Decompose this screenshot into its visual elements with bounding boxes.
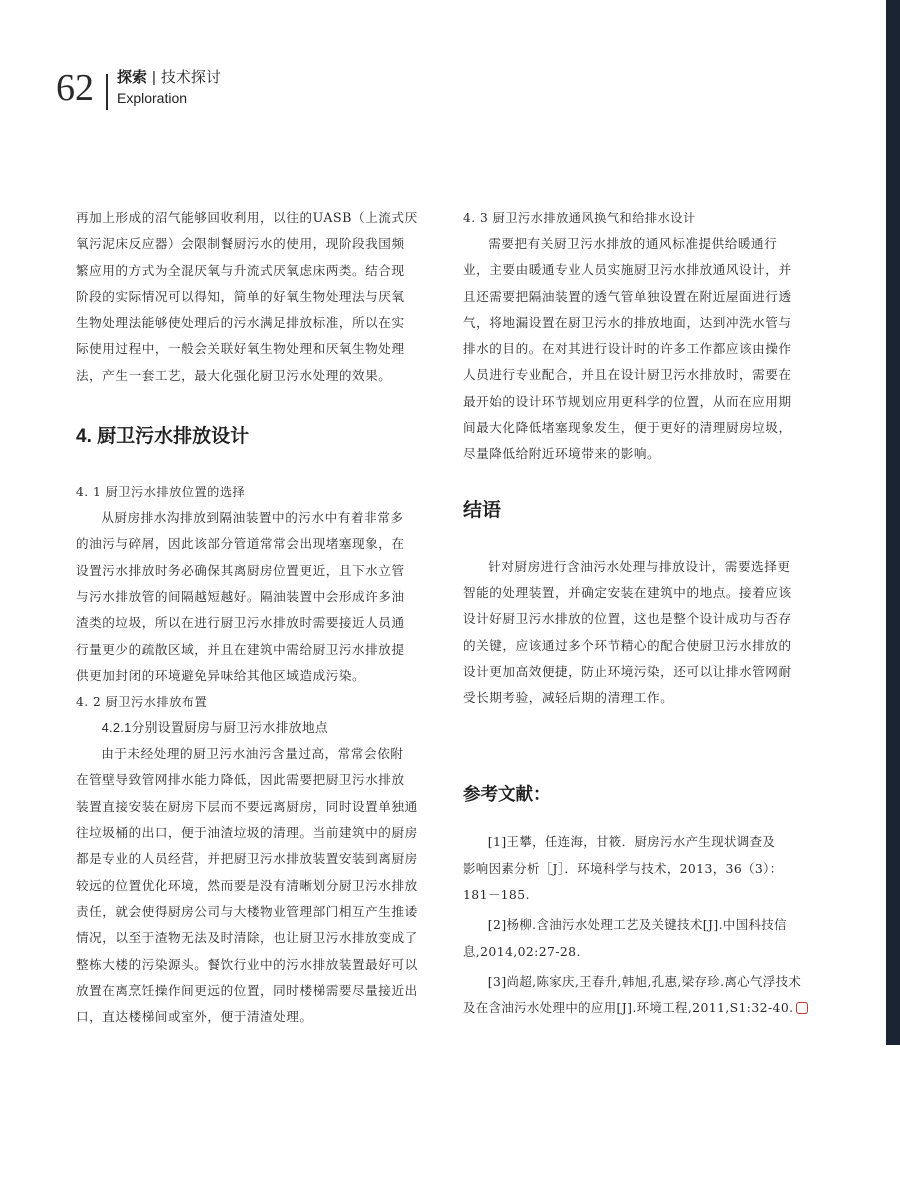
reference-line: [1]王攀，任连海，甘筱．厨房污水产生现状调查及: [487, 834, 776, 850]
intro-paragraph: [76, 205, 438, 389]
text-line: 的油污与碎屑，因此该部分管道常常会出现堵塞现象，在: [76, 536, 405, 552]
header-cn: [117, 68, 221, 88]
text-line: 放置在离烹饪操作间更远的位置，同时楼梯需要尽量接近出: [76, 982, 418, 998]
page-edge-bar: [886, 0, 900, 1045]
page-number: 62: [56, 67, 94, 109]
text-line: 与污水排放管的间隔越短越好。隔油装置中会形成许多油: [76, 588, 405, 604]
text-line: 责任，就会使得厨房公司与大楼物业管理部门相互产生推诿: [76, 903, 418, 919]
text-line: 渣类的垃圾，所以在进行厨卫污水排放时需要接近人员通: [76, 615, 405, 631]
conclusion-heading: 结语: [463, 499, 502, 521]
text-line: 口，直达楼梯间或室外，便于清渣处理。: [76, 1009, 313, 1025]
text-line: 装置直接安装在厨房下层而不要远离厨房，同时设置单独通: [76, 798, 418, 814]
text-line: 设计好厨卫污水排放的位置，这也是整个设计成功与否存: [463, 611, 792, 627]
header-text: [117, 68, 221, 108]
text-line: 生物处理法能够使处理后的污水满足排放标准，所以在实: [76, 315, 405, 331]
text-line: 且还需要把隔油装置的透气管单独设置在附近屋面进行透: [463, 288, 792, 304]
text-line: 设计更加高效便捷，防止环境污染，还可以让排水管网耐: [463, 663, 792, 679]
header-category: 技术探讨: [160, 69, 221, 86]
section-heading-4: 4. 厨卫污水排放设计: [76, 426, 250, 448]
text-line: 的关键，应该通过多个环节精心的配合使厨卫污水排放的: [463, 637, 792, 653]
references-heading: 参考文献：: [463, 784, 551, 805]
text-line: 法，产生一套工艺，最大化强化厨卫污水处理的效果。: [76, 367, 392, 383]
text-line: 较远的位置优化环境，然而要是没有清晰划分厨卫污水排放: [76, 877, 418, 893]
text-line: 间最大化降低堵塞现象发生，便于更好的清理厨房垃圾，: [463, 420, 792, 436]
text-line: 设置污水排放时务必确保其离厨房位置更近，且下水立管: [76, 562, 405, 578]
paragraph-4-3: [463, 231, 825, 468]
header-divider: [106, 74, 108, 110]
header-section-en: Exploration: [117, 90, 188, 106]
text-line: 再加上形成的沼气能够回收利用，以往的UASB（上流式厌: [76, 210, 418, 225]
reference-line: [463, 995, 825, 1021]
text-line: 气，将地漏设置在厨卫污水的排放地面，达到冲洗水管与: [463, 314, 792, 330]
text-line: 都是专业的人员经营，并把厨卫污水排放装置安装到离厨房: [76, 851, 418, 867]
paragraph-4-2-1: [76, 741, 438, 1030]
text-line: 业，主要由暖通专业人员实施厨卫污水排放通风设计，并: [463, 262, 792, 278]
text-line: 排水的目的。在对其进行设计时的许多工作都应该由操作: [463, 341, 792, 357]
header-section: 探索: [117, 69, 148, 86]
reference-item: [463, 969, 825, 1022]
reference-line: 息,2014,02:27-28.: [463, 943, 581, 959]
text-line: 往垃圾桶的出口，便于油渣垃圾的清理。当前建筑中的厨房: [76, 825, 418, 841]
text-line: 人员进行专业配合，并且在设计厨卫污水排放时，需要在: [463, 367, 792, 383]
left-column: [76, 205, 438, 1030]
text-line: 氧污泥床反应器）会限制餐厨污水的使用，现阶段我国频: [76, 236, 405, 252]
subsection-heading-4-2: 4. 2 厨卫污水排放布置: [76, 695, 208, 710]
reference-text: 及在含油污水处理中的应用[J].环境工程,2011,S1:32-40.: [463, 1000, 794, 1016]
reference-line: 影响因素分析［J］．环境科学与技术，2013，36（3）：: [463, 860, 783, 876]
text-line: 阶段的实际情况可以得知，简单的好氧生物处理法与厌氧: [76, 288, 405, 304]
header-separator: |: [152, 69, 156, 86]
reference-line: [2]杨柳.含油污水处理工艺及关键技术[J].中国科技信: [487, 917, 787, 933]
end-mark-icon: [796, 1002, 808, 1014]
reference-line: [3]尚超,陈家庆,王春升,韩旭,孔惠,梁存珍.离心气浮技术: [487, 973, 802, 989]
text-line: 针对厨房进行含油污水处理与排放设计，需要选择更: [488, 558, 791, 574]
text-line: 最开始的设计环节规划应用更科学的位置，从而在应用期: [463, 393, 792, 409]
text-line: 从厨房排水沟排放到隔油装置中的污水中有着非常多: [101, 510, 404, 526]
subsection-heading-4-2-1: 4.2.1分别设置厨房与厨卫污水排放地点: [101, 720, 329, 736]
text-line: 受长期考验，减轻后期的清理工作。: [463, 690, 674, 706]
text-line: 整栋大楼的污染源头。餐饮行业中的污水排放装置最好可以: [76, 956, 418, 972]
subsection-heading-4-3: 4. 3 厨卫污水排放通风换气和给排水设计: [463, 211, 696, 225]
text-line: 尽量降低给附近环境带来的影响。: [463, 446, 661, 462]
reference-line: 181－185.: [463, 887, 530, 903]
text-line: 行量更少的疏散区域，并且在建筑中需给厨卫污水排放提: [76, 641, 405, 657]
text-line: 繁应用的方式为全混厌氧与升流式厌氧虑床两类。结合现: [76, 262, 405, 278]
text-line: 情况，以至于渣物无法及时清除，也让厨卫污水排放变成了: [76, 930, 418, 946]
text-line: 由于未经处理的厨卫污水油污含量过高，常常会依附: [101, 746, 404, 762]
text-line: 智能的处理装置，并确定安装在建筑中的地点。接着应该: [463, 584, 792, 600]
text-line: 在管壁导致管网排水能力降低，因此需要把厨卫污水排放: [76, 772, 405, 788]
text-line: 供更加封闭的环境避免异味给其他区域造成污染。: [76, 667, 366, 683]
reference-item: [463, 829, 825, 908]
right-column: [463, 205, 825, 1022]
reference-item: [463, 912, 825, 965]
conclusion-paragraph: [463, 554, 825, 712]
subsection-heading-4-1: 4. 1 厨卫污水排放位置的选择: [76, 485, 246, 500]
text-line: 际使用过程中，一般会关联好氧生物处理和厌氧生物处理: [76, 341, 405, 357]
text-line: 需要把有关厨卫污水排放的通风标准提供给暖通行: [488, 236, 778, 251]
paragraph-4-1: [76, 505, 438, 689]
